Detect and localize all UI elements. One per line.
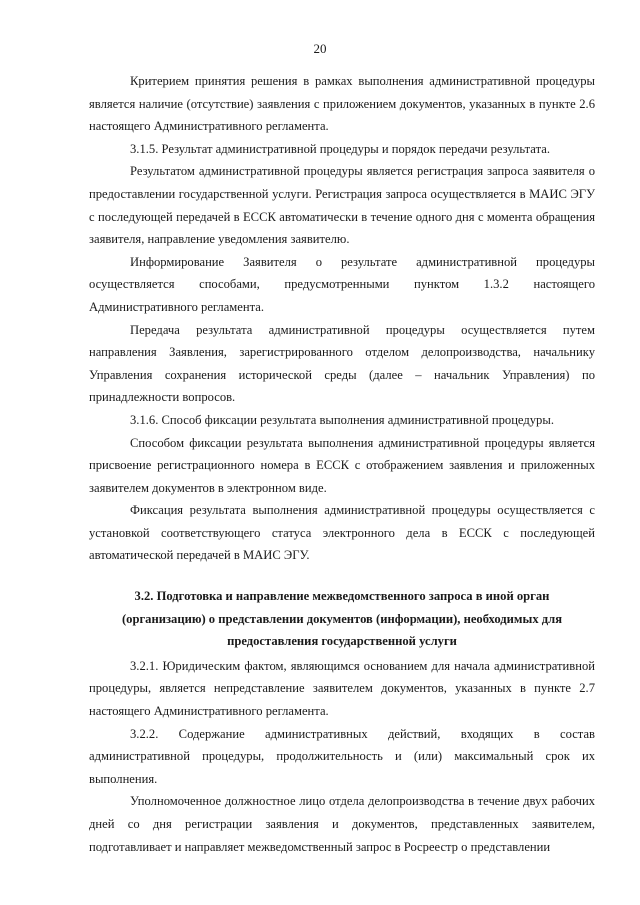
paragraph-procedure-result: Результатом административной процедуры является регистрация запроса заявителя о предоставлении государственной услуги. Регистрация запроса осуществляется в МАИС ЭГУ с последующей передачей в ЕССК автоматически в течение одного дня с момента обращения заявителя, направление уведомления заявителю.	[89, 164, 595, 247]
paragraph-informing-applicant: Информирование Заявителя о результате административной процедуры осуществляется способами, предусмотренными пунктом 1.3.2 настоящего Административного регламента.	[89, 254, 595, 314]
paragraph-fixation-method: Способом фиксации результата выполнения административной процедуры является присвоение регистрационного номера в ЕССК с отображением заявления и приложенных заявителем документов в электронном виде.	[89, 435, 595, 495]
paragraph-3-2-1: 3.2.1. Юридическим фактом, являющимся основанием для начала административной процедуры, является непредставление заявителем документов, указанных в пункте 2.7 настоящего Административного регламента.	[89, 658, 595, 719]
paragraph-fixation-status: Фиксация результата выполнения административной процедуры осуществляется с установкой соответствующего статуса электронного дела в ЕССК с последующей автоматической передачей в МАИС ЭГУ.	[89, 503, 595, 563]
section-heading-3-2: 3.2. Подготовка и направление межведомственного запроса в иной орган (организацию) о представлении документов (информации), необходимых для предоставления государственной услуги	[121, 589, 563, 649]
paragraph-result-transfer: Передача результата административной процедуры осуществляется путем направления Заявления, зарегистрированного отделом делопроизводства, начальнику Управления сохранения исторической среды (далее – начальник Управления) по принадлежности вопросов.	[89, 322, 595, 405]
paragraph-authorized-official: Уполномоченное должностное лицо отдела делопроизводства в течение двух рабочих дней со дня регистрации заявления и документов, представленных заявителем, подготавливает и направляет межведомственный запрос в Росреестр о представлении	[89, 794, 595, 854]
paragraph-3-1-6-title: 3.1.6. Способ фиксации результата выполнения административной процедуры.	[130, 412, 554, 427]
paragraph-3-1-5-title: 3.1.5. Результат административной процедуры и порядок передачи результата.	[130, 141, 550, 156]
paragraph-decision-criterion: Критерием принятия решения в рамках выполнения административной процедуры является наличие (отсутствие) заявления с приложением документов, указанных в пункте 2.6 настоящего Административного регламента.	[89, 74, 595, 134]
document-body	[89, 70, 595, 858]
paragraph-3-2-2: 3.2.2. Содержание административных действий, входящих в состав административной процедуры, продолжительность и (или) максимальный срок их выполнения.	[89, 726, 595, 786]
page-number: 20	[313, 41, 327, 56]
